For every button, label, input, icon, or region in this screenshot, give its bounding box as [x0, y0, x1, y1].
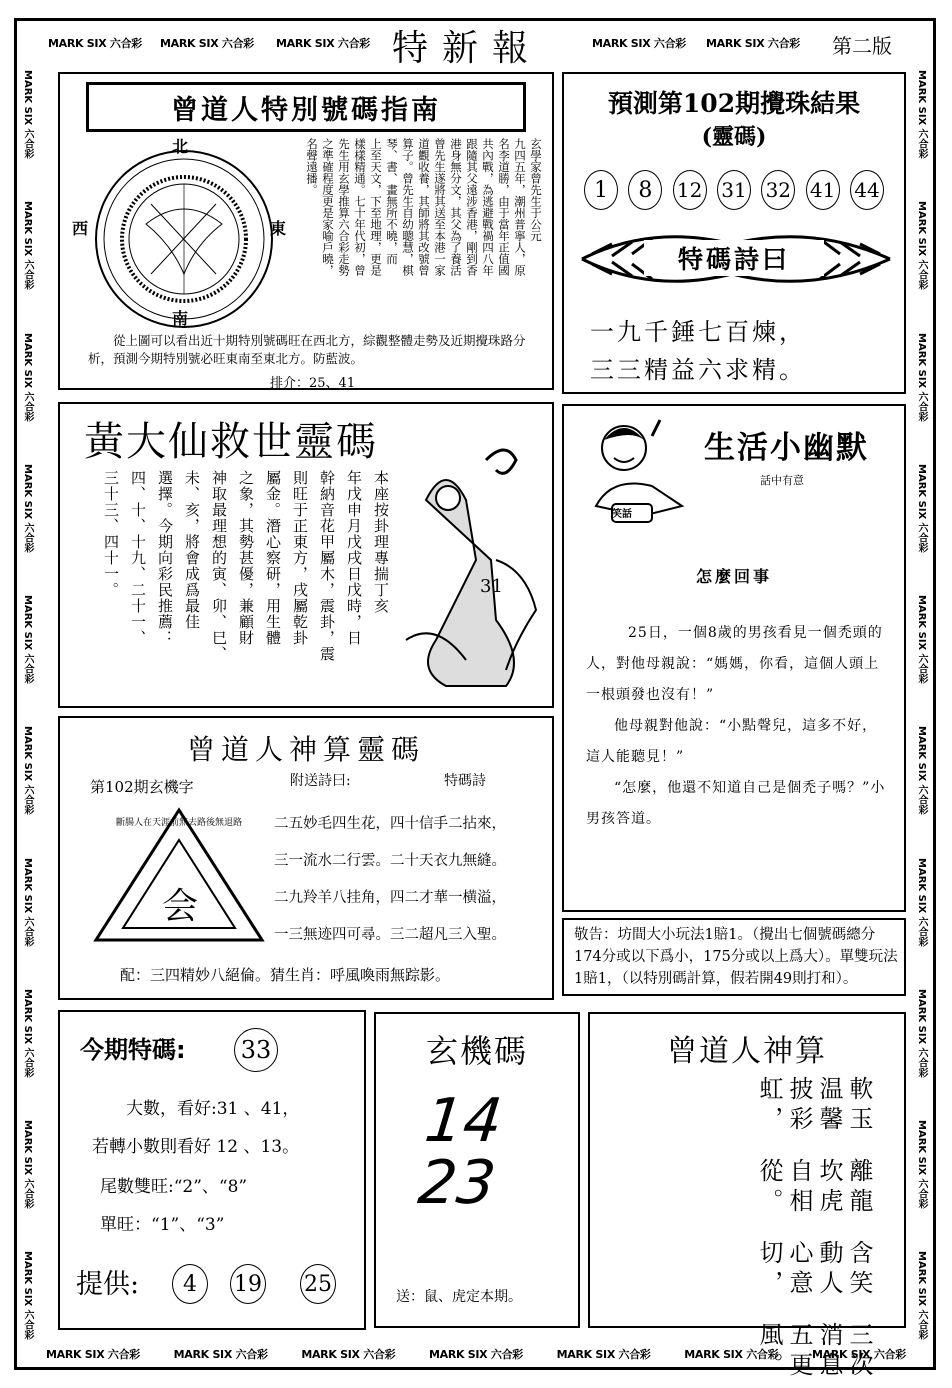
side-banner-text: MARK SIX 六合彩	[22, 463, 33, 553]
compass-south: 南	[172, 309, 189, 328]
guide-rank: 排介：25、41	[270, 376, 356, 391]
poem-line: 三一流水二行雲。二十天衣九無縫。	[274, 853, 506, 869]
footer-banner-item: MARK SIX 六合彩	[556, 1348, 651, 1361]
shensuan-section	[58, 716, 554, 1000]
bio-line: 跟隨其父遠涉香港，剛到香	[465, 138, 479, 276]
wong-line: 神取最理想的寅、卯、巳、	[210, 470, 228, 662]
notice-text: 敬告：坊間大小玩法1賠1。（攪出七個號碼總分174分或以下爲小，175分或以上爲大）。單雙玩法1賠1，（以特別碼計算，假若開49則打和）。	[574, 927, 898, 987]
side-banner-text: MARK SIX 六合彩	[22, 201, 33, 290]
wong-line: 則旺于正東方，戌屬乾卦	[291, 470, 309, 646]
predict-number: 1	[584, 170, 618, 210]
side-banner-text: MARK SIX 六合彩	[22, 988, 33, 1078]
bio-line: 道觀收養，其師將其改號曾	[417, 138, 431, 276]
poem-column: 三次消息五更風。	[755, 1322, 873, 1382]
story-body	[586, 618, 886, 835]
wong-title: 黃大仙救世靈碼	[84, 419, 378, 465]
humor-badge: 笑話	[612, 509, 632, 520]
header-banner-3: MARK SIX 六合彩	[276, 37, 371, 50]
figure-number: 31	[480, 576, 503, 597]
compass-north: 北	[172, 137, 189, 156]
footer-banner-item: MARK SIX 六合彩	[301, 1348, 396, 1361]
predict-poem-line-2: 三三精益六求精。	[590, 356, 806, 384]
guide-title: 曾道人特別號碼指南	[86, 82, 526, 132]
side-banner-text: MARK SIX 六合彩	[916, 1251, 927, 1340]
predict-number: 32	[761, 170, 795, 210]
side-banner-text: MARK SIX 六合彩	[916, 70, 927, 159]
header-banner-5: MARK SIX 六合彩	[706, 37, 801, 50]
side-banner-text: MARK SIX 六合彩	[916, 726, 927, 815]
guide-note: 從上圖可以看出近十期特別號碼旺在西北方，綜觀整體走勢及近期攪珠路分析，預測今期特別號必旺東南至東北方。防藍波。	[88, 333, 526, 366]
header-banner-2: MARK SIX 六合彩	[160, 37, 255, 50]
header-banner-1: MARK SIX 六合彩	[48, 37, 143, 50]
page-title: 特新報	[392, 28, 543, 69]
wong-line: 幹納音花甲屬木，震卦，震	[318, 470, 336, 662]
compass-east: 東	[270, 219, 287, 238]
side-banner-text: MARK SIX 六合彩	[916, 857, 927, 947]
cartoon-man-icon	[582, 416, 702, 526]
bio-line: 上至天文，下至地理，更是	[369, 138, 383, 276]
bio-line: 九四五年，潮州普寧人，原	[513, 138, 527, 276]
side-banner-text: MARK SIX 六合彩	[22, 595, 33, 684]
side-banner-text: MARK SIX 六合彩	[22, 1120, 33, 1209]
xuanji-handwriting: 14 23	[415, 1086, 506, 1218]
story-paragraph: 他母親對他說：“小點聲兒，這多不好，這人能聽見！”	[586, 718, 878, 765]
right-side-banner	[914, 70, 929, 1340]
predict-number: 8	[628, 170, 662, 210]
special-line-3: 尾數雙旺:“2”、“8”	[100, 1177, 248, 1197]
wong-line: 屬金。潛心察研，用生體	[264, 470, 282, 646]
predict-number: 41	[806, 170, 840, 210]
special-line-2: 若轉小數則看好 12 、13。	[92, 1137, 300, 1157]
bio-line: 名李道勝，由于當年正值國	[497, 138, 511, 276]
footer-banner-item: MARK SIX 六合彩	[684, 1348, 779, 1361]
side-banner-text: MARK SIX 六合彩	[916, 332, 927, 422]
special-line-1: 大數，看好:31 、41，	[126, 1099, 300, 1119]
footer-banner-item: MARK SIX 六合彩	[811, 1348, 906, 1361]
bio-line: 港身無分文，其父為了養活	[449, 138, 463, 276]
poem-line: 二九羚羊八挂角，四二才華一横溢，	[274, 890, 506, 906]
poem-column: 含笑動人心意切，	[755, 1240, 873, 1300]
provide-number: 19	[230, 1264, 266, 1304]
predict-poem-line-1: 一九千錘七百煉，	[590, 318, 806, 346]
immortal-figure-icon	[396, 440, 546, 696]
poem-line: 一三無迹四可尋。三二超凡三入聖。	[274, 927, 506, 943]
bio-line: 玄學家曾先生于公元	[529, 138, 543, 242]
side-banner-text: MARK SIX 六合彩	[916, 201, 927, 290]
bio-line: 樣樣精通。七十年代初，曾	[353, 138, 367, 276]
gift-label: 附送詩曰:	[290, 773, 351, 789]
xuanji-send: 送：鼠、虎定本期。	[396, 1289, 522, 1305]
side-banner-text: MARK SIX 六合彩	[916, 463, 927, 553]
predict-numbers	[584, 170, 884, 210]
wong-text	[98, 470, 394, 694]
side-banner-text: MARK SIX 六合彩	[22, 70, 33, 159]
predict-number: 31	[717, 170, 751, 210]
story-paragraph: “怎麼，他還不知道自己是個禿子嗎？”小男孩答道。	[586, 780, 886, 827]
footer-banner	[46, 1346, 906, 1362]
wong-line: 本座按卦理專揣丁亥	[372, 470, 390, 614]
wong-section	[58, 402, 554, 708]
bio-line: 曾先生遂將其送至本港一家	[433, 138, 447, 276]
provide-number: 25	[300, 1264, 336, 1304]
poem-label: 特碼詩曰	[644, 240, 824, 276]
poem-column: 軟玉温馨披彩虹，	[755, 1076, 873, 1136]
bio-line: 先生用玄學推算六合彩走勢	[337, 138, 351, 276]
poem-line: 二五妙毛四生花，四十信手二拈來，	[274, 816, 506, 832]
side-banner-text: MARK SIX 六合彩	[22, 726, 33, 815]
side-banner-text: MARK SIX 六合彩	[916, 595, 927, 684]
predict-section	[562, 72, 906, 394]
footer-banner-item: MARK SIX 六合彩	[173, 1348, 268, 1361]
poem-title-label: 特碼詩	[444, 773, 486, 789]
humor-subtitle: 話中有意	[760, 474, 804, 487]
guide-bio	[292, 138, 544, 328]
notice-section	[562, 918, 906, 996]
special-line-4: 單旺：“1”、“3”	[100, 1215, 225, 1235]
side-banner-text: MARK SIX 六合彩	[22, 332, 33, 422]
header-banner-4: MARK SIX 六合彩	[592, 37, 687, 50]
bio-line: 共內戰，為逃避戰禍四八年	[481, 138, 495, 276]
special-label: 今期特碼:	[80, 1036, 186, 1064]
shensuan-match: 配：三四精妙八絕倫。猜生肖：呼風喚雨無踪影。	[120, 966, 451, 984]
special-number: 33	[234, 1028, 278, 1072]
footer-banner-item: MARK SIX 六合彩	[428, 1348, 523, 1361]
footer-banner-item: MARK SIX 六合彩	[46, 1348, 141, 1361]
provide-label: 提供:	[76, 1269, 140, 1300]
guide-section	[58, 72, 554, 390]
triangle-char: 会	[162, 886, 199, 927]
humor-title: 生活小幽默	[704, 430, 869, 466]
predict-title: 預測第102期攪珠結果	[607, 89, 861, 118]
special-section	[58, 1010, 366, 1330]
predict-subtitle: (靈碼)	[701, 124, 767, 150]
wong-line: 未、亥，將會成爲最佳	[183, 470, 201, 630]
side-banner-text: MARK SIX 六合彩	[916, 1120, 927, 1209]
side-banner-text: MARK SIX 六合彩	[916, 988, 927, 1078]
shensuan-title: 曾道人神算靈碼	[186, 733, 425, 766]
wong-line: 年戊申月戊戌日戊時，日	[345, 470, 363, 646]
side-banner-text: MARK SIX 六合彩	[22, 1251, 33, 1340]
poem-column: 離龍坎虎自相從。	[755, 1158, 873, 1218]
story-title: 怎麼回事	[695, 567, 772, 586]
compass-west: 西	[72, 219, 89, 238]
story-paragraph: 25日，一個8歲的男孩看見一個禿頭的人，對他母親說：“媽媽，你看，這個人頭上一根頭發也沒有！”	[586, 625, 883, 703]
xuanji-title: 玄機碼	[425, 1032, 528, 1070]
shensuan-poem	[274, 806, 550, 954]
edition-label: 第二版	[832, 34, 892, 58]
provide-number: 4	[172, 1264, 208, 1304]
humor-section	[562, 404, 906, 912]
wong-line: 選擇。今期向彩民推薦：	[156, 470, 174, 646]
left-side-banner	[20, 70, 35, 1340]
wong-line: 之象，其勢甚優，兼顧財	[237, 470, 255, 646]
wong-line: 三十三、四十一。	[102, 470, 120, 598]
xuanji-section	[374, 1012, 580, 1328]
bio-line: 名聲遠播。	[305, 138, 319, 196]
shensuan2-title: 曾道人神算	[667, 1034, 827, 1069]
predict-number: 12	[673, 170, 707, 210]
predict-number: 44	[850, 170, 884, 210]
bio-line: 算子。曾先生自幼聰慧，棋	[401, 138, 415, 276]
bio-line: 之準確程度更是家喻戶曉，	[321, 138, 335, 276]
wong-line: 四、十、十九、二十一、	[129, 470, 147, 646]
side-banner-text: MARK SIX 六合彩	[22, 857, 33, 947]
shensuan-issue: 第102期玄機字	[90, 778, 194, 796]
triangle-text: 斷腸人在天涯前無去路後無退路	[115, 818, 242, 828]
bio-line: 琴、書、畫無所不曉，而	[385, 138, 399, 265]
